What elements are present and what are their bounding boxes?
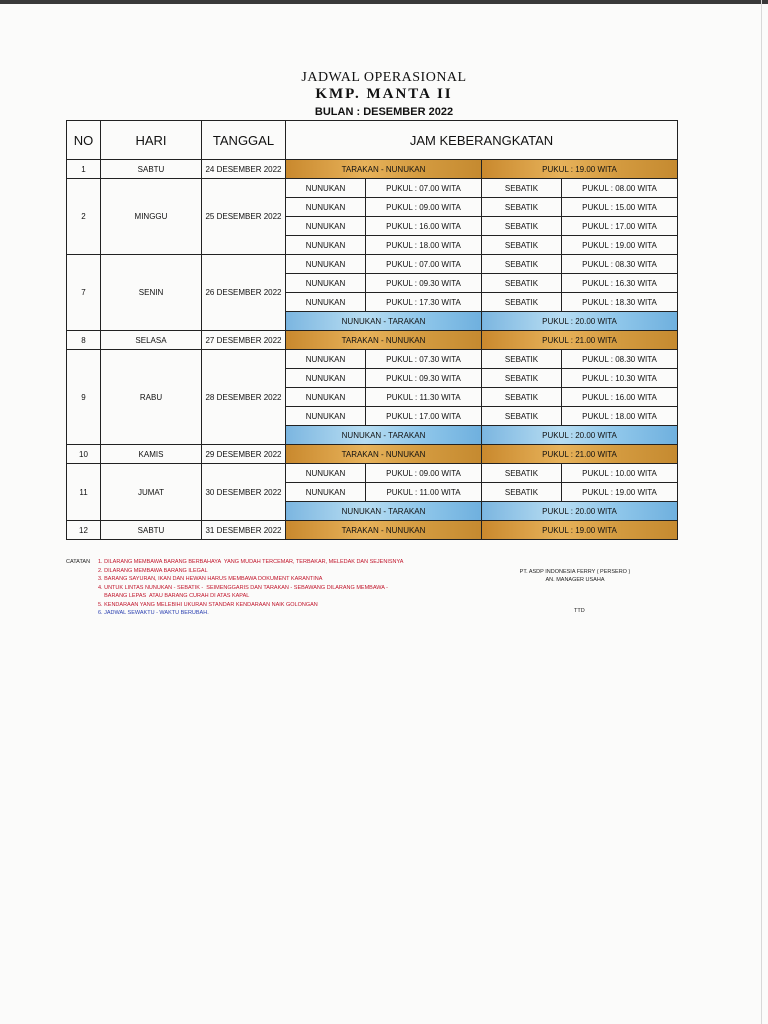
departure-port: SEBATIK (482, 350, 562, 369)
departure-port: SEBATIK (482, 369, 562, 388)
table-row (67, 521, 678, 540)
departure-port: NUNUKAN (286, 350, 366, 369)
departure-time: PUKUL : 18.00 WITA (366, 236, 482, 255)
row-hari: SELASA (101, 331, 202, 350)
table-header-row (67, 121, 678, 160)
departure-port: SEBATIK (482, 179, 562, 198)
departure-time: PUKUL : 08.00 WITA (562, 179, 678, 198)
departure-time: PUKUL : 07.30 WITA (366, 350, 482, 369)
departure-time: PUKUL : 19.00 WITA (562, 236, 678, 255)
row-tanggal: 30 DESEMBER 2022 (202, 464, 286, 521)
row-hari: SABTU (101, 521, 202, 540)
route-band: TARAKAN - NUNUKAN (286, 331, 482, 350)
departure-time: PUKUL : 15.00 WITA (562, 198, 678, 217)
table-row (67, 445, 678, 464)
departure-time: PUKUL : 17.00 WITA (366, 407, 482, 426)
departure-time: PUKUL : 09.00 WITA (366, 198, 482, 217)
departure-time: PUKUL : 10.30 WITA (562, 369, 678, 388)
row-no: 11 (67, 464, 101, 521)
row-tanggal: 26 DESEMBER 2022 (202, 255, 286, 331)
departure-port: NUNUKAN (286, 293, 366, 312)
route-time-band: PUKUL : 20.00 WITA (482, 426, 678, 445)
departure-time: PUKUL : 09.30 WITA (366, 274, 482, 293)
row-tanggal: 27 DESEMBER 2022 (202, 331, 286, 350)
departure-port: SEBATIK (482, 293, 562, 312)
route-time-band: PUKUL : 20.00 WITA (482, 502, 678, 521)
route-time-band: PUKUL : 19.00 WITA (482, 521, 678, 540)
departure-time: PUKUL : 09.30 WITA (366, 369, 482, 388)
departure-time: PUKUL : 16.30 WITA (562, 274, 678, 293)
departure-port: NUNUKAN (286, 274, 366, 293)
departure-port: NUNUKAN (286, 179, 366, 198)
departure-time: PUKUL : 17.30 WITA (366, 293, 482, 312)
row-tanggal: 29 DESEMBER 2022 (202, 445, 286, 464)
departure-time: PUKUL : 07.00 WITA (366, 179, 482, 198)
row-tanggal: 28 DESEMBER 2022 (202, 350, 286, 445)
row-no: 9 (67, 350, 101, 445)
document-title: JADWAL OPERASIONAL (301, 70, 467, 85)
departure-time: PUKUL : 09.00 WITA (366, 464, 482, 483)
departure-time: PUKUL : 17.00 WITA (562, 217, 678, 236)
departure-port: SEBATIK (482, 198, 562, 217)
departure-time: PUKUL : 10.00 WITA (562, 464, 678, 483)
col-header-no: NO (67, 121, 101, 160)
departure-time: PUKUL : 16.00 WITA (562, 388, 678, 407)
row-hari: MINGGU (101, 179, 202, 255)
route-band: NUNUKAN - TARAKAN (286, 426, 482, 445)
row-no: 1 (67, 160, 101, 179)
row-hari: KAMIS (101, 445, 202, 464)
route-band: NUNUKAN - TARAKAN (286, 312, 482, 331)
signatory-role: AN. MANAGER USAHA (545, 577, 605, 583)
departure-port: NUNUKAN (286, 388, 366, 407)
table-row (67, 350, 678, 369)
departure-port: SEBATIK (482, 407, 562, 426)
departure-port: NUNUKAN (286, 255, 366, 274)
row-hari: JUMAT (101, 464, 202, 521)
departure-port: NUNUKAN (286, 198, 366, 217)
row-no: 12 (67, 521, 101, 540)
note-item: 5. KENDARAAN YANG MELEBIHI UKURAN STANDAR KENDARAAN NAIK GOLONGAN (98, 601, 318, 608)
departure-port: NUNUKAN (286, 217, 366, 236)
scan-edge-right (761, 0, 762, 1024)
row-tanggal: 31 DESEMBER 2022 (202, 521, 286, 540)
ship-name: KMP. MANTA II (315, 86, 453, 102)
departure-time: PUKUL : 18.00 WITA (562, 407, 678, 426)
departure-port: NUNUKAN (286, 483, 366, 502)
note-item: 4. UNTUK LINTAS NUNUKAN - SEBATIK - SEIMENGGARIS DAN TARAKAN - SEBAWANG DILARANG MEMBAWA - (98, 584, 389, 591)
departure-port: NUNUKAN (286, 464, 366, 483)
table-row (67, 464, 678, 483)
departure-port: NUNUKAN (286, 236, 366, 255)
notes-label: CATATAN (66, 559, 91, 565)
row-no: 8 (67, 331, 101, 350)
company-name: PT. ASDP INDONESIA FERRY ( PERSERO ) (519, 569, 631, 575)
departure-time: PUKUL : 19.00 WITA (562, 483, 678, 502)
departure-time: PUKUL : 11.30 WITA (366, 388, 482, 407)
signature-block (510, 568, 640, 584)
notes-list (98, 558, 403, 618)
departure-time: PUKUL : 11.00 WITA (366, 483, 482, 502)
table-row (67, 255, 678, 274)
month-label: BULAN : DESEMBER 2022 (314, 106, 454, 118)
row-no: 2 (67, 179, 101, 255)
note-item: 3. BARANG SAYURAN, IKAN DAN HEWAN HARUS MEMBAWA DOKUMENT KARANTINA (98, 576, 323, 582)
departure-time: PUKUL : 07.00 WITA (366, 255, 482, 274)
note-item: 1. DILARANG MEMBAWA BARANG BERBAHAYA YANG MUDAH TERCEMAR, TERBAKAR, MELEDAK DAN SEJENISNYA (98, 559, 404, 565)
route-band: TARAKAN - NUNUKAN (286, 160, 482, 179)
route-time-band: PUKUL : 21.00 WITA (482, 331, 678, 350)
route-time-band: PUKUL : 20.00 WITA (482, 312, 678, 331)
departure-time: PUKUL : 16.00 WITA (366, 217, 482, 236)
departure-port: SEBATIK (482, 217, 562, 236)
route-band: NUNUKAN - TARAKAN (286, 502, 482, 521)
col-header-jam: JAM KEBERANGKATAN (286, 121, 678, 160)
departure-port: NUNUKAN (286, 369, 366, 388)
departure-port: SEBATIK (482, 236, 562, 255)
row-no: 10 (67, 445, 101, 464)
departure-port: NUNUKAN (286, 407, 366, 426)
row-hari: SABTU (101, 160, 202, 179)
note-item: BARANG LEPAS ATAU BARANG CURAH DI ATAS KAPAL (98, 593, 250, 599)
schedule-table (66, 120, 678, 540)
table-row (67, 179, 678, 198)
departure-port: SEBATIK (482, 464, 562, 483)
route-band: TARAKAN - NUNUKAN (286, 445, 482, 464)
table-row (67, 331, 678, 350)
departure-time: PUKUL : 18.30 WITA (562, 293, 678, 312)
departure-port: SEBATIK (482, 255, 562, 274)
route-time-band: PUKUL : 21.00 WITA (482, 445, 678, 464)
ttd-label: TTD (574, 608, 585, 614)
departure-port: SEBATIK (482, 388, 562, 407)
col-header-tanggal: TANGGAL (202, 121, 286, 160)
row-tanggal: 24 DESEMBER 2022 (202, 160, 286, 179)
row-hari: RABU (101, 350, 202, 445)
row-no: 7 (67, 255, 101, 331)
departure-port: SEBATIK (482, 483, 562, 502)
departure-time: PUKUL : 08.30 WITA (562, 255, 678, 274)
route-band: TARAKAN - NUNUKAN (286, 521, 482, 540)
scan-edge-top (0, 0, 768, 4)
row-hari: SENIN (101, 255, 202, 331)
departure-time: PUKUL : 08.30 WITA (562, 350, 678, 369)
col-header-hari: HARI (101, 121, 202, 160)
table-row (67, 160, 678, 179)
route-time-band: PUKUL : 19.00 WITA (482, 160, 678, 179)
row-tanggal: 25 DESEMBER 2022 (202, 179, 286, 255)
departure-port: SEBATIK (482, 274, 562, 293)
schedule-body (67, 160, 678, 540)
note-item: 6. JADWAL SEWAKTU - WAKTU BERUBAH. (98, 610, 209, 616)
note-item: 2. DILARANG MEMBAWA BARANG ILEGAL (98, 567, 208, 574)
